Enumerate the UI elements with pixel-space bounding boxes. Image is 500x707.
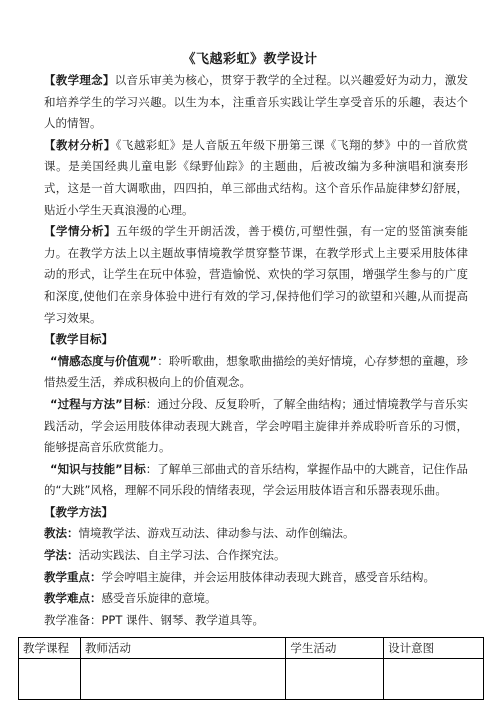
knowledge-goal-paragraph	[44, 459, 468, 502]
teaching-focus-text: 学会哼唱主旋律，并会运用肢体律动表现大跳音，感受音乐结构。	[101, 569, 435, 584]
process-goal-text: ：通过分段、反复聆听，了解全曲结构；通过情境教学与音乐实践活动，学会运用肢体律动表现大跳音，学会哼唱主旋律并养成聆听音乐的习惯，能够提高音乐欣赏能力。	[44, 396, 468, 455]
process-goal-label: “过程与方法”目标	[50, 396, 146, 411]
teaching-focus-label: 教学重点：	[44, 569, 102, 584]
teaching-concept-paragraph	[44, 70, 468, 135]
table-header-cell: 设计意图	[384, 638, 484, 659]
teaching-concept-text: 以音乐审美为核心，贯穿于教学的全过程。以兴趣爱好为动力，激发和培养学生的学习兴趣。以生为本，注重音乐实践让学生享受音乐的乐趣，表达个人的情智。	[44, 73, 469, 131]
learner-analysis-paragraph	[44, 221, 468, 329]
learning-method-label: 学法：	[44, 548, 79, 563]
table-header-row	[19, 638, 484, 659]
teaching-concept-label: 【教学理念】	[44, 73, 115, 87]
teaching-difficulty-text: 感受音乐旋律的意境。	[101, 591, 217, 606]
teaching-method-line	[44, 523, 468, 545]
learning-method-text: 活动实践法、自主学习法、合作探究法。	[78, 548, 286, 563]
teaching-focus-line	[44, 567, 468, 589]
process-goal-paragraph	[44, 394, 468, 459]
teaching-method-label: 教法：	[44, 526, 79, 541]
table-row	[19, 659, 484, 700]
knowledge-goal-text: ：了解单三部曲式的音乐结构，掌握作品中的大跳音，记住作品的“大跳”风格，理解不同乐段的情绪表现，学会运用肢体语言和乐器表现乐曲。	[44, 461, 468, 498]
table-header-cell: 教学课程	[19, 638, 81, 659]
table-header-cell: 学生活动	[286, 638, 384, 659]
learner-analysis-text-2: 在教学方法上以主题故事情境教学贯穿整节课，在教学形式上主要采用肢体律动的形式，让学生在玩中体验，营造愉悦、欢快的学习氛围，增强学生参与的广度和深度,使他们在亲身体验中进行有效的学习,保持他们学习的欲望和兴趣,从而提高学习效果。	[44, 245, 469, 325]
emotion-goal-text: ：聆听歌曲，想象歌曲描绘的美好情境，心存梦想的童趣，珍惜热爱生活，养成积极向上的价值观念。	[44, 353, 468, 390]
learning-method-line	[44, 545, 468, 567]
table-cell	[19, 659, 81, 700]
material-analysis-label: 【教材分析】	[44, 137, 116, 152]
teaching-difficulty-line	[44, 588, 468, 610]
emotion-goal-paragraph	[44, 351, 468, 394]
document-body	[44, 70, 468, 631]
lesson-plan-table	[18, 637, 484, 700]
teaching-prep-line: 教学准备：PPT 课件、钢琴、教学道具等。	[44, 612, 265, 627]
material-analysis-text: 《飞越彩虹》是人音版五年级下册第三课《飞翔的梦》中的一首欣赏课。是美国经典儿童电影《绿野仙踪》的主题曲，后被改编为多种演唱和演奏形式，这是一首大调歌曲，四四拍，单三部曲式结构。这个音乐作品旋律梦幻舒展，贴近小学生天真浪漫的心理。	[44, 137, 468, 217]
teaching-method-text: 情境教学法、游戏互动法、律动参与法、动作创编法。	[78, 526, 355, 541]
emotion-goal-label: “情感态度与价值观”	[50, 353, 158, 368]
knowledge-goal-label: “知识与技能”目标	[50, 461, 146, 476]
teaching-goals-heading: 【教学目标】	[44, 332, 113, 347]
teaching-difficulty-label: 教学难点：	[44, 591, 102, 606]
table-cell	[286, 659, 384, 700]
document-title: 《飞越彩虹》教学设计	[182, 52, 318, 67]
teaching-methods-heading: 【教学方法】	[44, 504, 113, 519]
table-header-cell: 教师活动	[80, 638, 285, 659]
learner-analysis-label: 【学情分析】	[44, 224, 117, 239]
table-cell	[80, 659, 285, 700]
material-analysis-paragraph	[44, 135, 468, 221]
table-cell	[384, 659, 484, 700]
learner-analysis-text: 五年级的学生开朗活泼，善于模仿,可塑性强，有一定的竖笛演奏能力。	[44, 224, 468, 260]
